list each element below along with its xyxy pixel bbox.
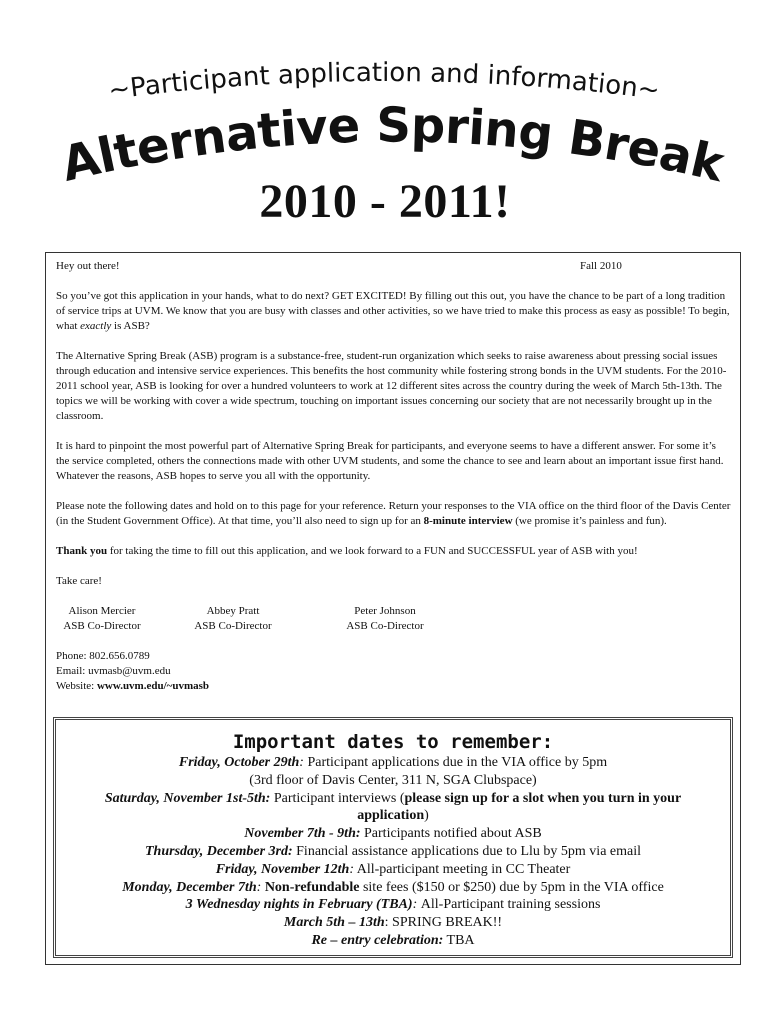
- date-text: : SPRING BREAK!!: [384, 915, 503, 931]
- date-separator: :: [349, 861, 354, 877]
- dates-list: [56, 754, 730, 950]
- signer-name: Alison Mercier: [68, 605, 136, 617]
- date-label: Friday, November 12th: [215, 861, 350, 877]
- date-label: March 5th – 13th: [283, 915, 385, 931]
- paragraph-intro-end: is ASB?: [111, 320, 150, 332]
- signer-2: [186, 604, 280, 634]
- letter-header-row: [56, 259, 732, 274]
- date-item: [56, 914, 730, 932]
- website: [56, 679, 732, 694]
- date-text: TBA: [443, 932, 475, 948]
- date-text: site fees ($150 or $250) due by 5pm in the VIA office: [359, 879, 664, 895]
- date-item: [56, 932, 730, 950]
- signer-name: Peter Johnson: [354, 605, 416, 617]
- date-separator: :: [256, 879, 265, 895]
- date-text: Participant interviews (: [270, 790, 405, 806]
- date-text: All-Participant training sessions: [420, 897, 601, 913]
- signer-name: Abbey Pratt: [206, 605, 260, 617]
- paragraph-about: The Alternative Spring Break (ASB) program is a substance-free, student-run organization which seeks to raise awareness about pressing social issues through education and intensive service experiences. This benefits the host community while fostering strong bonds in the UVM students. For the 2010-2011 school year, ASB is looking for over a hundred volunteers to work at 12 different sites across the country during the week of March 5th-13th. The topics we will be working with cover a wide spectrum, touching on important issues concerning our society that are not necessarily brought up in the classroom.: [56, 350, 727, 422]
- date-label: Monday, December 7th: [122, 879, 257, 895]
- dates-title: Important dates to remember:: [232, 731, 554, 753]
- signer-role: ASB Co-Director: [63, 620, 141, 632]
- paragraph-instructions-text: Please note the following dates and hold on to this page for your reference. Return your responses to the VIA office on the third floor of the Davis Center (in the Student Government Office). At that time, you’ll also need to sign up for an: [56, 500, 731, 527]
- date-label: 3 Wednesday nights in February (TBA): [185, 897, 413, 913]
- date-item: [56, 861, 730, 879]
- subtitle-banner: [0, 36, 770, 107]
- paragraph-intro: [56, 289, 732, 334]
- date-item: [56, 843, 730, 861]
- date-item: [56, 896, 730, 914]
- date-text: Financial assistance applications due to Llu by 5pm via email: [292, 843, 641, 859]
- date-item: [56, 790, 730, 826]
- contact-info: [56, 649, 732, 694]
- email: Email: uvmasb@uvm.edu: [56, 665, 171, 677]
- svg-text:~Participant application and i: [107, 58, 661, 106]
- greeting: Hey out there!: [56, 260, 120, 272]
- season-label: Fall 2010: [580, 260, 622, 272]
- signer-1: [56, 604, 148, 634]
- thanks-emphasis: Thank you: [56, 545, 108, 557]
- website-link[interactable]: www.uvm.edu/~uvmasb: [96, 680, 210, 692]
- date-text-end: ): [424, 808, 429, 824]
- closing: Take care!: [56, 575, 102, 587]
- signer-role: ASB Co-Director: [194, 620, 272, 632]
- paragraph-intro-emphasis: exactly: [80, 320, 112, 332]
- date-text: Participants notified about ASB: [360, 826, 542, 842]
- date-label: Re – entry celebration:: [311, 932, 444, 948]
- date-label: November 7th - 9th:: [244, 826, 361, 842]
- subtitle-text: ~Participant application and information~: [106, 57, 662, 107]
- date-text: All-participant meeting in CC Theater: [354, 861, 571, 877]
- date-item-note: (3rd floor of Davis Center, 311 N, SGA Clubspace): [249, 772, 537, 788]
- website-label: Website:: [56, 680, 97, 692]
- phone: Phone: 802.656.0789: [56, 650, 150, 662]
- paragraph-instructions-end: (we promise it’s painless and fun).: [512, 515, 667, 527]
- signatures: [56, 604, 732, 634]
- important-dates-box: [53, 717, 733, 958]
- paragraph-impact: It is hard to pinpoint the most powerful part of Alternative Spring Break for participants, and everyone seems to have a different answer. For some it’s the service completed, others the connections made with other UVM students, and some the chance to see and learn about an important issue first hand. Whatever the reasons, ASB hopes to serve you all with the opportunity.: [56, 440, 724, 482]
- thanks-text: for taking the time to fill out this application, and we look forward to a FUN and SUCCESSFUL year of ASB with you!: [107, 545, 638, 557]
- program-title: Alternative Spring Break: [56, 100, 729, 193]
- year-heading: 2010 - 2011!: [259, 175, 511, 228]
- date-item: [56, 825, 730, 843]
- letter-body: [56, 259, 732, 694]
- date-emphasis: please sign up for a slot when you turn in your application: [357, 790, 682, 824]
- date-item: [56, 754, 730, 772]
- date-item: [56, 879, 730, 897]
- date-label: Thursday, December 3rd:: [145, 843, 293, 859]
- paragraph-thanks: [56, 544, 732, 559]
- date-label: Saturday, November 1st-5th:: [104, 790, 271, 806]
- paragraph-instructions: [56, 499, 732, 529]
- subtitle-arch: [0, 36, 770, 107]
- date-text: Participant applications due in the VIA office by 5pm: [307, 755, 608, 770]
- letter-frame: [45, 252, 741, 965]
- interview-emphasis: 8-minute interview: [423, 515, 513, 527]
- date-separator: :: [299, 755, 308, 770]
- paragraph-intro-text: So you’ve got this application in your hands, what to do next? GET EXCITED! By filling out this out, you have the chance to be part of a long tradition of service trips at UVM. We know that you are busy with classes and other activities, so we have tried to make this process as easy as possible! To begin, what: [56, 290, 730, 332]
- date-label: Friday, October 29th: [178, 755, 300, 770]
- signer-3: [338, 604, 432, 634]
- date-separator: :: [412, 897, 421, 913]
- date-emphasis: Non-refundable: [264, 879, 360, 895]
- signer-role: ASB Co-Director: [346, 620, 424, 632]
